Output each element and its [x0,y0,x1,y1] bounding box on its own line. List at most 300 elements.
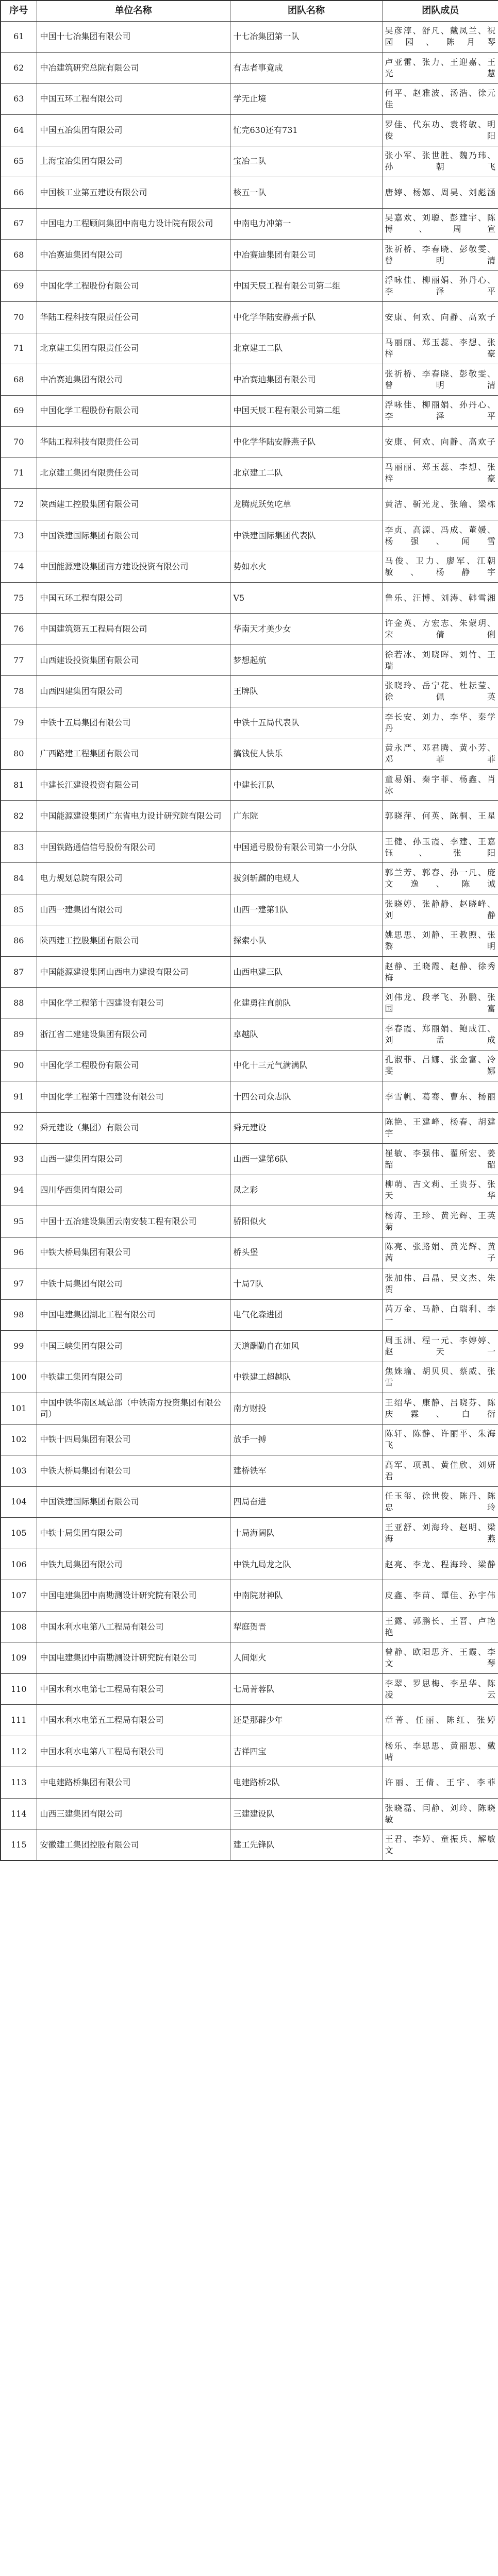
team-members-cell: 赵亮、李龙、程海玲、梁静 [383,1549,498,1580]
row-index: 110 [1,1673,37,1705]
unit-name-cell: 浙江省二建建设集团有限公司 [37,1019,230,1050]
team-name-cell: 吉祥四宝 [230,1736,383,1767]
team-name-cell: 中化十三元气满满队 [230,1050,383,1081]
team-name-cell: 建工先锋队 [230,1829,383,1861]
team-members-cell: 李春霞、郑丽娟、鲍成江、刘孟成 [383,1019,498,1050]
team-name-cell: 中铁建国际集团代表队 [230,520,383,551]
table-row [1,1798,498,1829]
header-team-members: 团队成员 [383,1,498,21]
team-name-cell: 四局奋进 [230,1486,383,1518]
team-name-cell: 山西一建第6队 [230,1144,383,1175]
team-name-cell: 宝冶二队 [230,146,383,177]
unit-name-cell: 中建长江建设投资有限公司 [37,769,230,801]
row-index: 96 [1,1237,37,1268]
team-members-cell: 周玉洲、程一元、李婷婷、赵天一 [383,1331,498,1362]
team-members-cell: 任玉玺、徐世俊、陈丹、陈忠玲 [383,1486,498,1518]
row-index: 94 [1,1175,37,1206]
table-row [1,551,498,583]
team-name-cell: 中铁建工超越队 [230,1362,383,1393]
row-index: 107 [1,1580,37,1612]
table-row [1,1331,498,1362]
team-members-cell: 郭晓萍、何英、陈桐、王星 [383,801,498,832]
team-members-cell: 王亚舒、刘海玲、赵明、梁海燕 [383,1518,498,1549]
table-row [1,146,498,177]
team-name-cell: 凤之彩 [230,1175,383,1206]
team-members-cell: 黄洁、靳光龙、张瑜、梁栋 [383,489,498,520]
unit-name-cell: 中国五环工程有限公司 [37,83,230,115]
table-row [1,395,498,427]
row-index: 80 [1,738,37,770]
team-name-cell: 中国天辰工程有限公司第二组 [230,270,383,302]
unit-name-cell: 中铁建工集团有限公司 [37,1362,230,1393]
unit-name-cell: 中国化学工程股份有限公司 [37,1050,230,1081]
team-name-cell: 十四公司众志队 [230,1081,383,1113]
unit-name-cell: 中国化学工程第十四建设有限公司 [37,988,230,1019]
team-name-cell: 三建建设队 [230,1798,383,1829]
unit-name-cell: 中国水利水电第八工程局有限公司 [37,1736,230,1767]
table-row [1,1019,498,1050]
unit-name-cell: 中国十七冶集团有限公司 [37,21,230,53]
team-members-cell: 浮咏佳、柳丽娟、孙丹心、李泽平 [383,395,498,427]
team-members-cell: 李贞、高源、冯成、董媛、杨强、闻雪 [383,520,498,551]
table-row [1,645,498,676]
row-index: 63 [1,83,37,115]
team-name-cell: V5 [230,582,383,614]
team-members-cell: 李雪帆、葛骞、曹东、杨丽 [383,1081,498,1113]
header-row [1,1,498,21]
table-row [1,1050,498,1081]
row-index: 95 [1,1206,37,1238]
team-members-cell: 王绍华、康静、吕晓芬、陈庆霖、白衍 [383,1393,498,1425]
row-index: 87 [1,956,37,988]
unit-name-cell: 安徽建工集团控股有限公司 [37,1829,230,1861]
table-row [1,83,498,115]
team-members-cell: 罗佳、代东功、袁将敏、明俊阳 [383,115,498,146]
team-name-cell: 七局菁蓉队 [230,1673,383,1705]
team-members-cell: 陈亮、张路娟、黄光辉、黄茜子 [383,1237,498,1268]
unit-name-cell: 中国核工业第五建设有限公司 [37,177,230,209]
team-members-cell: 柳萌、吉文莉、王贵芬、张天华 [383,1175,498,1206]
unit-name-cell: 四川华西集团有限公司 [37,1175,230,1206]
row-index: 115 [1,1829,37,1861]
unit-name-cell: 中国水利水电第七工程局有限公司 [37,1673,230,1705]
unit-name-cell: 中冶建筑研究总院有限公司 [37,53,230,84]
team-members-cell: 高军、项凯、黄佳欣、刘妍君 [383,1455,498,1487]
unit-name-cell: 中国中铁华南区域总部（中铁南方投资集团有限公司） [37,1393,230,1425]
team-members-cell: 卢亚雷、张力、王迎嘉、王光慧 [383,53,498,84]
row-index: 89 [1,1019,37,1050]
team-members-cell: 李翠、罗思梅、李星华、陈凌云 [383,1673,498,1705]
table-row [1,1705,498,1736]
table-row [1,427,498,458]
team-name-cell: 十七冶集团第一队 [230,21,383,53]
unit-name-cell: 中国能源建设集团山西电力建设有限公司 [37,956,230,988]
row-index: 82 [1,801,37,832]
unit-name-cell: 北京建工集团有限责任公司 [37,333,230,364]
table-row [1,1237,498,1268]
row-index: 69 [1,395,37,427]
unit-name-cell: 陕西建工控股集团有限公司 [37,489,230,520]
unit-name-cell: 中国五冶集团有限公司 [37,115,230,146]
table-row [1,1206,498,1238]
team-members-cell: 张加伟、吕晶、吴文杰、朱贺 [383,1268,498,1300]
header-index: 序号 [1,1,37,21]
row-index: 86 [1,925,37,957]
row-index: 73 [1,520,37,551]
team-members-cell: 王君、李婷、童振兵、解敏文 [383,1829,498,1861]
team-name-cell: 舜元建设 [230,1112,383,1144]
unit-name-cell: 中国五环工程有限公司 [37,582,230,614]
team-members-cell: 许丽、王倩、王宇、李菲 [383,1767,498,1799]
team-members-cell: 郭兰芳、郭春、孙一凡、庞文逸、陈诚 [383,863,498,894]
unit-name-cell: 中冶赛迪集团有限公司 [37,240,230,271]
unit-name-cell: 中电建路桥集团有限公司 [37,1767,230,1799]
team-name-cell: 十局海阔队 [230,1518,383,1549]
row-index: 92 [1,1112,37,1144]
team-name-cell: 中国天辰工程有限公司第二组 [230,395,383,427]
team-name-cell: 山西电建三队 [230,956,383,988]
team-name-cell: 学无止境 [230,83,383,115]
team-members-cell: 张晓婷、张静静、赵晓峰、刘静 [383,894,498,925]
row-index: 64 [1,115,37,146]
row-index: 109 [1,1642,37,1674]
table-row [1,1175,498,1206]
table-row [1,1611,498,1642]
unit-name-cell: 陕西建工控股集团有限公司 [37,925,230,957]
table-row [1,832,498,863]
table-row [1,801,498,832]
table-row [1,208,498,240]
team-members-cell: 童易娟、秦宇菲、杨鑫、肖冰 [383,769,498,801]
table-row [1,1642,498,1674]
row-index: 75 [1,582,37,614]
table-row [1,1673,498,1705]
team-members-cell: 张祈桥、李春晓、彭敬雯、曾明清 [383,364,498,396]
row-index: 61 [1,21,37,53]
table-row [1,520,498,551]
table-row [1,925,498,957]
unit-name-cell: 中国电建集团湖北工程有限公司 [37,1299,230,1331]
unit-name-cell: 中国能源建设集团南方建设投资有限公司 [37,551,230,583]
team-name-cell: 电气化森进团 [230,1299,383,1331]
unit-name-cell: 舜元建设（集团）有限公司 [37,1112,230,1144]
team-name-cell: 天道酬勤自在如风 [230,1331,383,1362]
row-index: 99 [1,1331,37,1362]
unit-name-cell: 电力规划总院有限公司 [37,863,230,894]
table-body [1,21,498,1860]
unit-name-cell: 中国水利水电第八工程局有限公司 [37,1611,230,1642]
team-name-cell: 还是那群少年 [230,1705,383,1736]
unit-name-cell: 中国三峡集团有限公司 [37,1331,230,1362]
team-name-cell: 探索小队 [230,925,383,957]
team-members-cell: 崔敏、李强伟、翟所宏、姜韶韶 [383,1144,498,1175]
table-row [1,1829,498,1861]
row-index: 72 [1,489,37,520]
team-members-cell: 马丽丽、郑玉蕊、李想、张梓豪 [383,457,498,489]
row-index: 68 [1,240,37,271]
row-index: 66 [1,177,37,209]
row-index: 102 [1,1424,37,1455]
unit-name-cell: 中国十五冶建设集团云南安装工程有限公司 [37,1206,230,1238]
table-row [1,1736,498,1767]
table-row [1,582,498,614]
team-name-cell: 搞钱使人快乐 [230,738,383,770]
row-index: 113 [1,1767,37,1799]
team-members-cell: 杨涛、王珍、黄光辉、王英菊 [383,1206,498,1238]
row-index: 101 [1,1393,37,1425]
team-name-cell: 犁庭贺晋 [230,1611,383,1642]
team-members-cell: 孔淑菲、吕娜、张金富、冷斐娜 [383,1050,498,1081]
team-name-cell: 中建长江队 [230,769,383,801]
team-name-cell: 南方财投 [230,1393,383,1425]
unit-name-cell: 中铁九局集团有限公司 [37,1549,230,1580]
unit-name-cell: 山西三建集团有限公司 [37,1798,230,1829]
unit-name-cell: 中国电建集团中南勘测设计研究院有限公司 [37,1580,230,1612]
table-row [1,1549,498,1580]
table-row [1,1081,498,1113]
team-members-cell: 曾静、欧阳思齐、王霞、李文琴 [383,1642,498,1674]
unit-name-cell: 中国铁建国际集团有限公司 [37,520,230,551]
unit-name-cell: 中国建筑第五工程局有限公司 [37,614,230,645]
table-row [1,177,498,209]
row-index: 111 [1,1705,37,1736]
team-name-cell: 北京建工二队 [230,457,383,489]
row-index: 78 [1,676,37,707]
table-row [1,614,498,645]
unit-name-cell: 中铁大桥局集团有限公司 [37,1237,230,1268]
team-name-cell: 电建路桥2队 [230,1767,383,1799]
team-members-cell: 张祈桥、李春晓、彭敬雯、曾明清 [383,240,498,271]
team-members-cell: 王健、孙玉霞、李建、王嘉钰、张阳 [383,832,498,863]
row-index: 76 [1,614,37,645]
table-row [1,988,498,1019]
unit-name-cell: 中国电力工程顾问集团中南电力设计院有限公司 [37,208,230,240]
table-row [1,863,498,894]
team-name-cell: 中南电力冲第一 [230,208,383,240]
row-index: 112 [1,1736,37,1767]
row-index: 81 [1,769,37,801]
table-row [1,302,498,333]
table-row [1,1144,498,1175]
team-members-cell: 吴嘉欢、刘聪、彭建宇、陈博、周宣 [383,208,498,240]
team-name-cell: 王牌队 [230,676,383,707]
team-members-cell: 吴彦淳、舒凡、戴凤兰、祝园园、陈月琴 [383,21,498,53]
team-name-cell: 中南院财神队 [230,1580,383,1612]
unit-name-cell: 华陆工程科技有限责任公司 [37,427,230,458]
team-members-cell: 马俊、卫力、廖军、江朝敏、杨静宇 [383,551,498,583]
unit-name-cell: 广西路建工程集团有限公司 [37,738,230,770]
unit-name-cell: 中国化学工程第十四建设有限公司 [37,1081,230,1113]
unit-name-cell: 上海宝冶集团有限公司 [37,146,230,177]
unit-name-cell: 中铁十局集团有限公司 [37,1268,230,1300]
row-index: 65 [1,146,37,177]
team-name-cell: 拔剑斩麟的电规人 [230,863,383,894]
team-name-cell: 广东院 [230,801,383,832]
team-name-cell: 梦想起航 [230,645,383,676]
team-name-cell: 建桥铁军 [230,1455,383,1487]
team-name-cell: 中化学华陆安静燕子队 [230,302,383,333]
unit-name-cell: 山西一建集团有限公司 [37,894,230,925]
unit-name-cell: 中冶赛迪集团有限公司 [37,364,230,396]
row-index: 67 [1,208,37,240]
row-index: 108 [1,1611,37,1642]
table-row [1,707,498,738]
table-row [1,1455,498,1487]
team-name-cell: 中铁九局龙之队 [230,1549,383,1580]
team-members-cell: 马丽丽、郑玉蕊、李想、张梓豪 [383,333,498,364]
team-name-cell: 核五一队 [230,177,383,209]
table-row [1,1112,498,1144]
team-name-cell: 桥头堡 [230,1237,383,1268]
team-name-cell: 十局7队 [230,1268,383,1300]
table-row [1,489,498,520]
unit-name-cell: 中国铁建国际集团有限公司 [37,1486,230,1518]
row-index: 62 [1,53,37,84]
team-members-cell: 芮万金、马静、白瑞利、李一 [383,1299,498,1331]
team-name-cell: 山西一建第1队 [230,894,383,925]
unit-name-cell: 中国铁路通信信号股份有限公司 [37,832,230,863]
unit-name-cell: 北京建工集团有限责任公司 [37,457,230,489]
row-index: 105 [1,1518,37,1549]
table-row [1,333,498,364]
team-members-cell: 皮鑫、李苗、谭佳、孙宇伟 [383,1580,498,1612]
table-row [1,1518,498,1549]
unit-name-cell: 中国电建集团中南勘测设计研究院有限公司 [37,1642,230,1674]
table-row [1,457,498,489]
team-members-cell: 鲁乐、汪博、刘涛、韩雪湘 [383,582,498,614]
row-index: 71 [1,457,37,489]
team-name-cell: 中化学华陆安静燕子队 [230,427,383,458]
team-name-cell: 放手一搏 [230,1424,383,1455]
team-name-cell: 北京建工二队 [230,333,383,364]
row-index: 84 [1,863,37,894]
team-name-cell: 中冶赛迪集团有限公司 [230,240,383,271]
unit-name-cell: 中国化学工程股份有限公司 [37,395,230,427]
table-row [1,1767,498,1799]
team-members-cell: 安康、何欢、向静、高欢子 [383,302,498,333]
row-index: 83 [1,832,37,863]
table-row [1,364,498,396]
unit-name-cell: 中铁十五局集团有限公司 [37,707,230,738]
team-members-cell: 张小军、张世胜、魏乃玮、孙朝飞 [383,146,498,177]
unit-name-cell: 山西一建集团有限公司 [37,1144,230,1175]
team-members-cell: 焦姝瑜、胡贝贝、蔡威、张雪 [383,1362,498,1393]
row-index: 74 [1,551,37,583]
row-index: 91 [1,1081,37,1113]
row-index: 71 [1,333,37,364]
team-name-cell: 忙完630还有731 [230,115,383,146]
table-row [1,956,498,988]
unit-name-cell: 中铁十局集团有限公司 [37,1518,230,1549]
team-members-cell: 王露、郭鹏长、王晋、卢艳艳 [383,1611,498,1642]
table-row [1,1362,498,1393]
team-members-cell: 黄永严、邓君腾、黄小芳、邓菲菲 [383,738,498,770]
row-index: 106 [1,1549,37,1580]
row-index: 68 [1,364,37,396]
unit-name-cell: 中国水利水电第五工程局有限公司 [37,1705,230,1736]
table-row [1,1299,498,1331]
row-index: 70 [1,427,37,458]
row-index: 100 [1,1362,37,1393]
row-index: 85 [1,894,37,925]
team-name-cell: 有志者事竟成 [230,53,383,84]
team-name-cell: 人间烟火 [230,1642,383,1674]
team-name-cell: 华南天才美少女 [230,614,383,645]
table-row [1,894,498,925]
unit-name-cell: 华陆工程科技有限责任公司 [37,302,230,333]
row-index: 69 [1,270,37,302]
row-index: 97 [1,1268,37,1300]
team-members-cell: 安康、何欢、向静、高欢子 [383,427,498,458]
unit-name-cell: 中铁大桥局集团有限公司 [37,1455,230,1487]
table-header [1,1,498,21]
table-row [1,270,498,302]
row-index: 104 [1,1486,37,1518]
unit-name-cell: 山西建设投资集团有限公司 [37,645,230,676]
team-name-cell: 中冶赛迪集团有限公司 [230,364,383,396]
header-unit-name: 单位名称 [37,1,230,21]
table-row [1,1424,498,1455]
team-members-cell: 唐婷、杨娜、周昊、刘彪涵 [383,177,498,209]
row-index: 90 [1,1050,37,1081]
table-row [1,1268,498,1300]
team-name-cell: 势如水火 [230,551,383,583]
table-row [1,676,498,707]
team-members-cell: 杨乐、李思思、黄丽思、戴晴 [383,1736,498,1767]
row-index: 103 [1,1455,37,1487]
table-row [1,1580,498,1612]
team-members-cell: 李长安、刘力、李华、秦学丹 [383,707,498,738]
team-members-cell: 赵静、王晓霞、赵静、徐秀梅 [383,956,498,988]
row-index: 88 [1,988,37,1019]
team-name-cell: 中国通号股份有限公司第一小分队 [230,832,383,863]
row-index: 79 [1,707,37,738]
team-name-cell: 中铁十五局代表队 [230,707,383,738]
table-row [1,769,498,801]
team-members-cell: 许金英、方宏志、朱蒙玥、宋倩俐 [383,614,498,645]
row-index: 98 [1,1299,37,1331]
row-index: 114 [1,1798,37,1829]
team-name-cell: 龙腾虎跃兔吃草 [230,489,383,520]
team-name-cell: 骄阳似火 [230,1206,383,1238]
team-members-cell: 姚思思、刘静、王教煦、张黎明 [383,925,498,957]
row-index: 77 [1,645,37,676]
team-members-cell: 陈艳、王建峰、杨春、胡建宇 [383,1112,498,1144]
unit-name-cell: 中国能源建设集团广东省电力设计研究院有限公司 [37,801,230,832]
team-members-cell: 陈轩、陈静、许丽平、朱海飞 [383,1424,498,1455]
header-team-name: 团队名称 [230,1,383,21]
unit-name-cell: 中国化学工程股份有限公司 [37,270,230,302]
row-index: 93 [1,1144,37,1175]
table-row [1,21,498,53]
row-index: 70 [1,302,37,333]
team-members-cell: 刘伟龙、段孝飞、孙鹏、张国富 [383,988,498,1019]
table-row [1,115,498,146]
team-members-cell: 何平、赵雅波、汤浩、徐元佳 [383,83,498,115]
table-row [1,53,498,84]
table-row [1,1393,498,1425]
table-row [1,738,498,770]
team-members-cell: 浮咏佳、柳丽娟、孙丹心、李泽平 [383,270,498,302]
unit-name-cell: 山西四建集团有限公司 [37,676,230,707]
team-name-cell: 化建勇往直前队 [230,988,383,1019]
table-row [1,1486,498,1518]
table-row [1,240,498,271]
team-members-cell: 张晓磊、闫静、刘玲、陈晓敏 [383,1798,498,1829]
team-members-cell: 徐若冰、刘晓晖、刘竹、王瑞 [383,645,498,676]
team-members-cell: 章菁、任丽、陈红、张婷 [383,1705,498,1736]
team-members-cell: 张晓玲、岳宁花、杜耘莹、徐佩英 [383,676,498,707]
